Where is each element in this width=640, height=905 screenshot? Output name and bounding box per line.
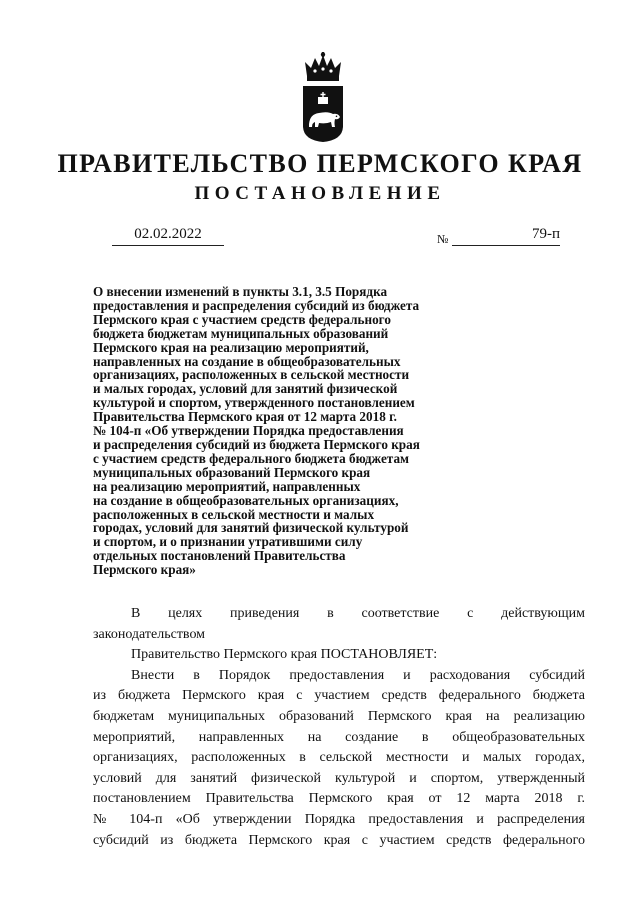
body-line: Правительство Пермского края ПОСТАНОВЛЯЕТ: xyxy=(131,647,438,663)
subject-line: на реализацию мероприятий, направленных xyxy=(93,478,361,494)
subject-line: предоставления и распределения субсидий из бюджета xyxy=(93,297,420,313)
subject-line: и спортом, и о признании утратившими силу xyxy=(93,534,363,550)
body-line: организациях, расположенных в сельской местности и малых городах, xyxy=(93,750,585,766)
subject-line: городах, условий для занятий физической культурой xyxy=(93,520,409,536)
document-date: 02.02.2022 xyxy=(112,226,224,246)
subject-line: направленных на создание в общеобразовательных xyxy=(93,353,401,369)
body-line: законодательством xyxy=(93,626,206,642)
body-line: № 104-п «Об утверждении Порядка предоставления и распределения xyxy=(93,811,585,827)
subject-line: Пермского края с участием средств федерального xyxy=(93,311,391,327)
body-line: бюджетам муниципальных образований Пермского края на реализацию xyxy=(93,708,585,724)
body-line: из бюджета Пермского края с участием средств федерального бюджета xyxy=(93,688,585,704)
subject-line: бюджета бюджетам муниципальных образований xyxy=(93,325,389,341)
body-line: В целях приведения в соответствие с действующим xyxy=(131,606,585,621)
subject-line: Правительства Пермского края от 12 марта 2018 г. xyxy=(93,409,397,425)
subject-line: и распределения субсидий из бюджета Пермского края xyxy=(93,436,420,452)
subject-line: организациях, расположенных в сельской местности xyxy=(93,367,410,383)
body-line: мероприятий, направленных на создание в общеобразовательных xyxy=(93,729,585,745)
subject-line: и малых городах, условий для занятий физической xyxy=(93,381,398,397)
subject-line: Пермского края» xyxy=(93,562,196,578)
number-sign: № xyxy=(437,232,449,246)
subject-line: отдельных постановлений Правительства xyxy=(93,548,346,564)
subject-line: муниципальных образований Пермского края xyxy=(93,464,371,480)
page-title: ПРАВИТЕЛЬСТВО ПЕРМСКОГО КРАЯ xyxy=(57,149,583,178)
subject-line: с участием средств федерального бюджета бюджетам xyxy=(93,450,410,466)
body-line: постановлением Правительства Пермского края от 12 марта 2018 г. xyxy=(93,791,585,807)
body-line: субсидий из бюджета Пермского края с участием средств федерального xyxy=(93,832,585,848)
document-number: 79-п xyxy=(452,226,560,246)
subject-line: расположенных в сельской местности и малых xyxy=(93,506,375,522)
document-type: ПОСТАНОВЛЕНИЕ xyxy=(194,183,446,204)
subject-line: № 104-п «Об утверждении Порядка предоставления xyxy=(93,423,404,439)
subject-line: культурой и спортом, утвержденного постановлением xyxy=(93,395,415,411)
document-subject xyxy=(93,285,493,577)
subject-line: Пермского края на реализацию мероприятий, xyxy=(93,339,369,355)
body-line: условий для занятий физической культурой и спортом, утвержденный xyxy=(93,770,585,786)
subject-line: на создание в общеобразовательных организациях, xyxy=(93,492,399,508)
body-line: Внести в Порядок предоставления и расходования субсидий xyxy=(131,667,585,683)
subject-line: О внесении изменений в пункты 3.1, 3.5 Порядка xyxy=(93,284,388,299)
document-body xyxy=(93,604,585,851)
perm-krai-coat-of-arms-icon xyxy=(297,52,349,144)
